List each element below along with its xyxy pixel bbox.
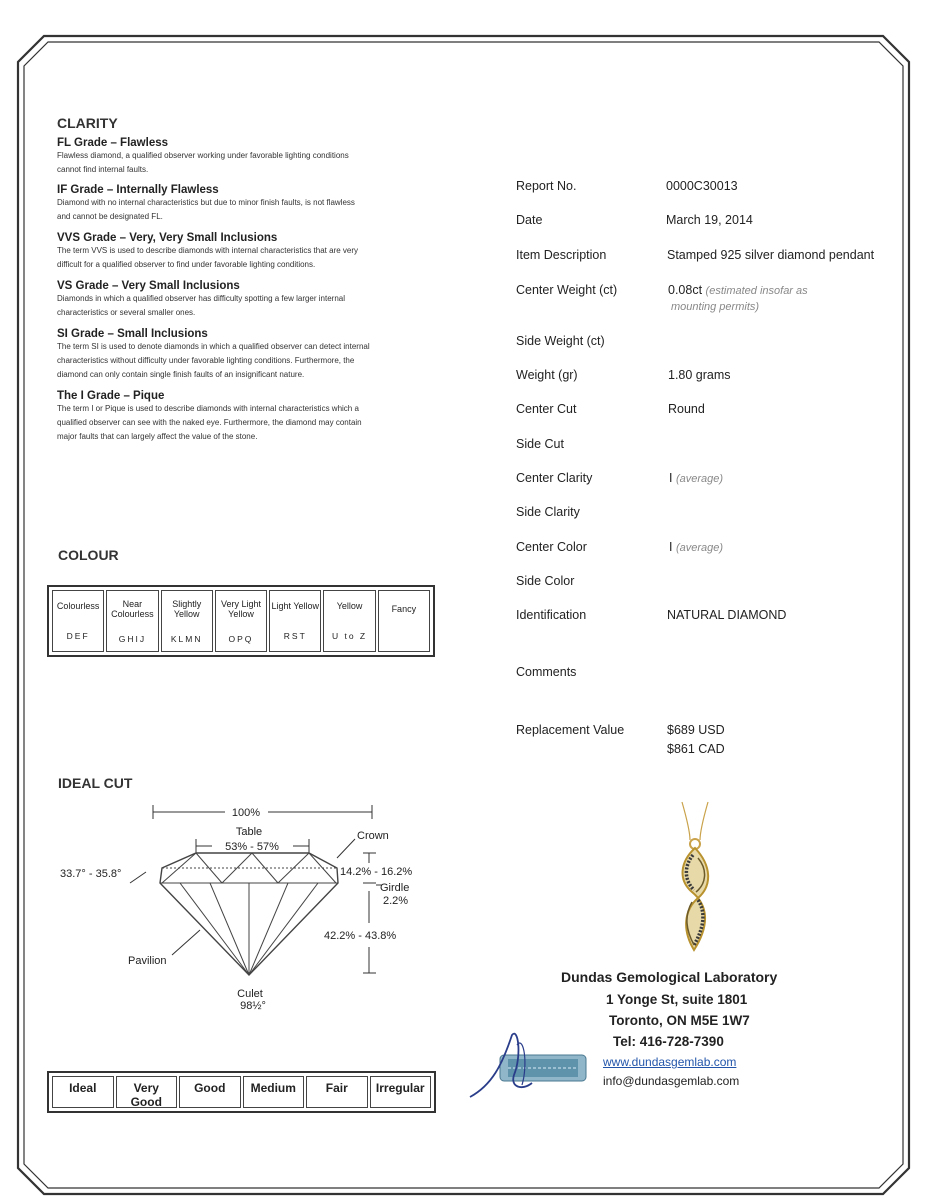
- ideal-cut-heading: IDEAL CUT: [58, 775, 133, 791]
- field-label: Report No.: [516, 179, 577, 193]
- crown-label: Crown: [357, 830, 389, 842]
- clarity-grade-list: [57, 137, 437, 444]
- colour-cell: [323, 590, 375, 652]
- grade-desc-line: major faults that can largely affect the value of the stone.: [57, 432, 258, 441]
- grade-desc-line: The term I or Pique is used to describe diamonds with internal characteristics which a: [57, 404, 359, 413]
- cut-grade-cell: Very Good: [116, 1076, 178, 1108]
- center-clarity-note: (average): [675, 473, 724, 485]
- clarity-grade-i: [57, 390, 437, 444]
- lab-email: info@dundasgemlab.com: [603, 1074, 740, 1088]
- clarity-grade-vs: [57, 280, 437, 328]
- clarity-heading: CLARITY: [57, 115, 118, 131]
- grade-title: SI Grade – Small Inclusions: [57, 328, 208, 340]
- grade-title: FL Grade – Flawless: [57, 137, 169, 149]
- colour-cell: [215, 590, 267, 652]
- field-value: [669, 540, 723, 554]
- diamond-cut-diagram: [50, 795, 450, 1020]
- colour-name: Yellow: [336, 601, 363, 611]
- clarity-grade-if: [57, 184, 437, 232]
- colour-name: Fancy: [391, 603, 417, 614]
- grade-desc-line: and cannot be designated FL.: [57, 212, 163, 221]
- table-label: Table: [235, 826, 263, 838]
- colour-code: DEF: [66, 631, 90, 641]
- grade-title: The I Grade – Pique: [57, 390, 165, 402]
- grade-desc-line: Diamond with no internal characteristics but due to minor finish faults, is not flawless: [57, 198, 355, 207]
- cut-grade-table: [47, 1071, 436, 1113]
- colour-name: Very Light Yellow: [220, 598, 261, 619]
- culet-label: Culet: [237, 988, 263, 1000]
- field-value: 0000C30013: [666, 179, 738, 193]
- field-label: Center Color: [516, 540, 587, 554]
- field-label: Identification: [516, 608, 587, 622]
- grade-desc-line: cannot find internal faults.: [57, 165, 149, 174]
- hologram-seal: [462, 1025, 592, 1105]
- crown-height: 14.2% - 16.2%: [340, 866, 413, 878]
- colour-code: U to Z: [331, 631, 368, 641]
- field-label: Side Weight (ct): [516, 334, 605, 348]
- colour-code: RST: [283, 631, 307, 641]
- field-label: Center Clarity: [516, 471, 593, 485]
- field-label: Center Weight (ct): [516, 283, 618, 297]
- colour-name: Near Colourless: [111, 598, 154, 619]
- grade-title: IF Grade – Internally Flawless: [57, 184, 219, 196]
- colour-scale-table: [47, 585, 435, 657]
- field-value: NATURAL DIAMOND: [667, 608, 787, 622]
- cut-grade-cell: Ideal: [52, 1076, 114, 1108]
- colour-code: OPQ: [228, 633, 254, 644]
- grade-desc-line: The term SI is used to denote diamonds in which a qualified observer can detect internal: [57, 342, 370, 351]
- width-label: 100%: [231, 807, 261, 819]
- grade-desc-line: characteristics or several smaller ones.: [57, 308, 196, 317]
- girdle-label: Girdle: [380, 882, 410, 894]
- field-value: Round: [668, 402, 705, 416]
- lab-address-line-2: Toronto, ON M5E 1W7: [609, 1013, 750, 1028]
- field-label: Side Color: [516, 574, 575, 588]
- lab-website-link[interactable]: www.dundasgemlab.com: [603, 1055, 737, 1069]
- grade-desc-line: Diamonds in which a qualified observer has difficulty spotting a few larger internal: [57, 294, 346, 303]
- grade-desc-line: characteristics without difficulty under favorable lighting conditions. Furthermore, the: [57, 356, 355, 365]
- colour-code: KLMN: [170, 633, 203, 644]
- colour-name: Slightly Yellow: [172, 598, 202, 619]
- pavilion-depth: 42.2% - 43.8%: [324, 930, 397, 942]
- center-weight-note: (estimated insofar as: [705, 285, 808, 297]
- center-weight-note-cont: mounting permits): [671, 301, 760, 313]
- pavilion-label: Pavilion: [128, 955, 167, 967]
- lab-address-line-1: 1 Yonge St, suite 1801: [606, 992, 748, 1007]
- grade-title: VVS Grade – Very, Very Small Inclusions: [57, 232, 278, 244]
- field-label: Date: [516, 213, 543, 227]
- lab-name: Dundas Gemological Laboratory: [561, 969, 778, 985]
- clarity-grade-vvs: [57, 232, 437, 280]
- cut-grade-cell: Good: [179, 1076, 241, 1108]
- field-value: Stamped 925 silver diamond pendant: [667, 248, 875, 262]
- grade-desc-line: The term VVS is used to describe diamonds with internal characteristics that are very: [57, 246, 359, 255]
- field-value: $689 USD: [667, 723, 725, 737]
- grade-desc-line: qualified observer can see with the naked eye. Furthermore, the diamond may contain: [57, 418, 362, 427]
- field-value: March 19, 2014: [666, 213, 753, 227]
- center-color-note: (average): [675, 542, 724, 554]
- field-value: [669, 471, 723, 485]
- culet-value: 98½°: [240, 1000, 266, 1012]
- field-label: Item Description: [516, 248, 607, 262]
- colour-heading: COLOUR: [58, 547, 119, 563]
- grade-desc-line: difficult for a qualified observer to find under favorable lighting conditions.: [57, 260, 316, 269]
- field-label: Comments: [516, 665, 577, 679]
- field-label: Weight (gr): [516, 368, 578, 382]
- colour-code: GHIJ: [118, 633, 147, 644]
- center-weight-value: 0.08ct: [668, 283, 703, 297]
- cut-grade-cell: Irregular: [370, 1076, 432, 1108]
- colour-cell: [161, 590, 213, 652]
- cut-grade-cell: Medium: [243, 1076, 305, 1108]
- diamond-outline: [160, 853, 338, 975]
- girdle-value: 2.2%: [383, 895, 409, 907]
- center-color-value: I: [669, 540, 673, 554]
- clarity-grade-fl: [57, 137, 437, 184]
- field-label: Center Cut: [516, 402, 577, 416]
- colour-name: Colourless: [56, 601, 100, 611]
- grade-title: VS Grade – Very Small Inclusions: [57, 280, 240, 292]
- colour-cell: [106, 590, 158, 652]
- field-value: [668, 283, 808, 297]
- center-clarity-value: I: [669, 471, 673, 485]
- crown-angle: 33.7° - 35.8°: [60, 868, 122, 880]
- field-label: Side Clarity: [516, 505, 580, 519]
- width-dimension-line: [153, 805, 372, 819]
- colour-name: Light Yellow: [271, 601, 320, 611]
- field-label: Side Cut: [516, 437, 564, 451]
- colour-cell: [269, 590, 321, 652]
- field-value: 1.80 grams: [668, 368, 731, 382]
- colour-cell: [52, 590, 104, 652]
- cut-grade-cell: Fair: [306, 1076, 368, 1108]
- grade-desc-line: diamond can only contain single finish faults of an insignificant nature.: [57, 370, 305, 379]
- colour-cell: [378, 590, 430, 652]
- field-value: $861 CAD: [667, 742, 725, 756]
- grade-desc-line: Flawless diamond, a qualified observer working under favorable lighting conditions: [57, 151, 349, 160]
- clarity-grade-si: [57, 328, 437, 390]
- field-label: Replacement Value: [516, 723, 625, 737]
- table-range: 53% - 57%: [225, 841, 279, 853]
- crown-height-line: [363, 853, 376, 863]
- pendant-image: [660, 800, 730, 958]
- lab-phone: Tel: 416-728-7390: [613, 1034, 724, 1049]
